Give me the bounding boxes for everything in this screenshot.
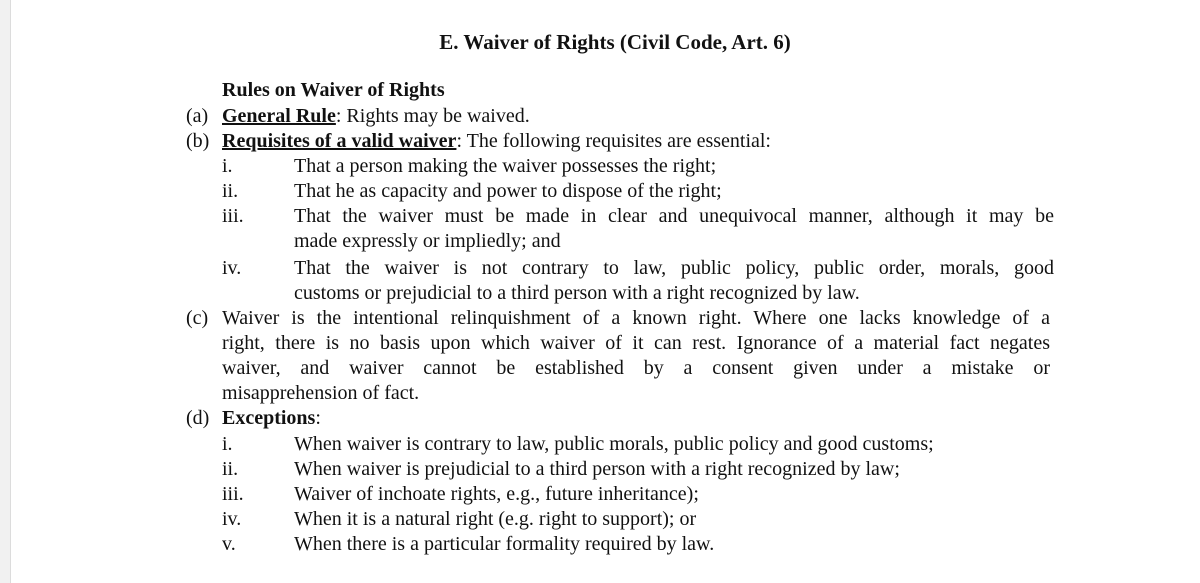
requisite-number: iii. xyxy=(222,205,244,227)
requisite-text: That the waiver is not contrary to law, public policy, public order, morals, good xyxy=(294,257,1054,279)
waiver-definition-line: misapprehension of fact. xyxy=(222,382,420,404)
waiver-definition-line: waiver, and waiver cannot be established by a consent given under a mistake or xyxy=(222,357,1050,379)
exception-text: When there is a particular formality required by law. xyxy=(294,533,715,555)
exception-number: iv. xyxy=(222,508,242,530)
general-rule-title: General Rule xyxy=(222,105,336,127)
page-edge xyxy=(0,0,11,583)
section-a-content xyxy=(222,104,1050,128)
waiver-definition-line: right, there is no basis upon which waiver of it can rest. Ignorance of a material fact negates xyxy=(222,332,1050,354)
requisites-text: : The following requisites are essential: xyxy=(456,130,771,152)
section-a-marker: (a) xyxy=(186,105,209,127)
section-b-content xyxy=(222,129,1050,153)
exception-text: When waiver is contrary to law, public morals, public policy and good customs; xyxy=(294,433,934,455)
requisite-number: i. xyxy=(222,155,233,177)
section-d-content xyxy=(222,406,1050,430)
requisite-text: That a person making the waiver possesses the right; xyxy=(294,155,717,177)
section-heading: E. Waiver of Rights (Civil Code, Art. 6) xyxy=(439,30,791,54)
waiver-definition-line: Waiver is the intentional relinquishment of a known right. Where one lacks knowledge of a xyxy=(222,307,1050,329)
exception-text: When it is a natural right (e.g. right to support); or xyxy=(294,508,697,530)
exception-number: ii. xyxy=(222,458,239,480)
section-b-marker: (b) xyxy=(186,130,210,152)
section-d-marker: (d) xyxy=(186,407,210,429)
exception-number: i. xyxy=(222,433,233,455)
exception-text: Waiver of inchoate rights, e.g., future inheritance); xyxy=(294,483,699,505)
requisite-text: That he as capacity and power to dispose of the right; xyxy=(294,180,722,202)
requisite-number: iv. xyxy=(222,257,242,279)
section-c-marker: (c) xyxy=(186,307,209,329)
exceptions-colon: : xyxy=(315,407,321,429)
exception-text: When waiver is prejudicial to a third person with a right recognized by law; xyxy=(294,458,900,480)
exception-number: iii. xyxy=(222,483,244,505)
requisites-title: Requisites of a valid waiver xyxy=(222,130,457,152)
requisite-text: made expressly or impliedly; and xyxy=(294,230,561,252)
requisite-number: ii. xyxy=(222,180,239,202)
general-rule-text: : Rights may be waived. xyxy=(335,105,530,127)
rules-subheading: Rules on Waiver of Rights xyxy=(222,79,445,101)
exception-number: v. xyxy=(222,533,236,555)
exceptions-title: Exceptions xyxy=(222,407,316,429)
requisite-text: That the waiver must be made in clear and unequivocal manner, although it may be xyxy=(294,205,1054,227)
requisite-text: customs or prejudicial to a third person with a right recognized by law. xyxy=(294,282,860,304)
